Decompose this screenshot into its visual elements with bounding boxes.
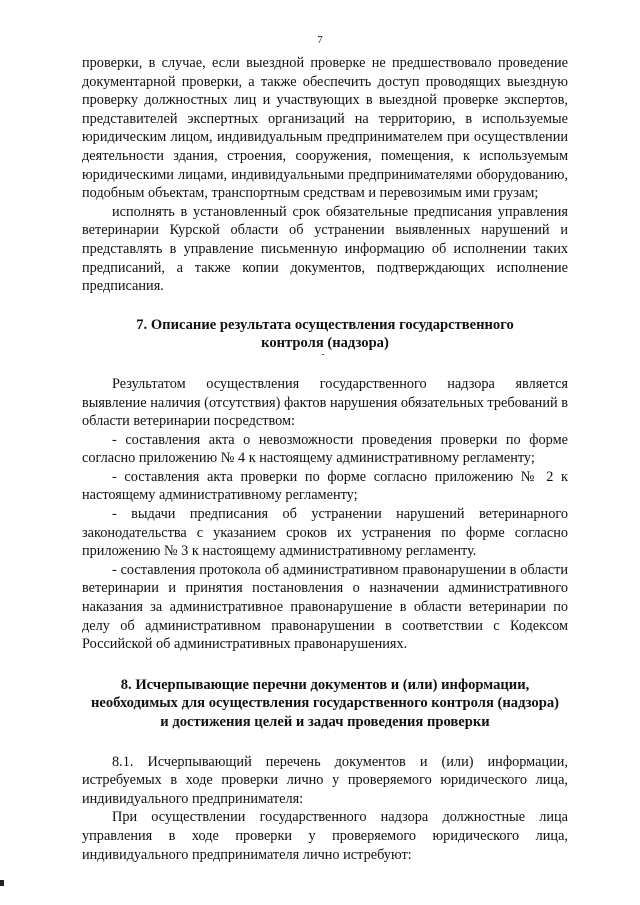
section-8-paragraph-2: При осуществлении государственного надзора должностные лица управления в ходе проверки у проверяемого юридического лица, индивидуального предпринимателя лично истребуют: bbox=[82, 809, 568, 863]
section-8-heading-line-1: 8. Исчерпывающие перечни документов и (или) информации, bbox=[120, 676, 530, 693]
section-7-paragraph-2: - составления акта о невозможности проведения проверки по форме согласно приложению № 4 к настоящему административному регламенту; bbox=[82, 431, 568, 467]
section-8-heading-line-2: необходимых для осуществления государственного контроля (надзора) bbox=[91, 695, 559, 712]
section-7-paragraph-1: Результатом осуществления государственного надзора является выявление наличия (отсутствия) фактов нарушения обязательных требований в области ветеринарии посредством: bbox=[82, 375, 568, 430]
section-7-heading bbox=[82, 316, 568, 353]
section-7-paragraph-3: - составления акта проверки по форме согласно приложению № 2 к настоящему административному регламенту; bbox=[82, 468, 568, 504]
paragraph-access: проверки, в случае, если выездной проверке не предшествовало проведение документарной проверки, а также обеспечить доступ проводящих выездную проверку должностных лиц и участвующих в выездной проверке экспертов, представителей экспертных организаций на территорию, в используемые юридическим лицом, индивидуальным предпринимателем при осуществлении деятельности здания, строения, сооружения, помещения, к используемым юридическими лицами, индивидуальными предпринимателями оборудованию, подобным объектам, транспортным средствам и перевозимым ими грузам; bbox=[82, 55, 568, 202]
document-body bbox=[82, 54, 568, 864]
section-7-paragraph-4: - выдачи предписания об устранении нарушений ветеринарного законодательства с указанием сроков их устранения по форме согласно приложению № 3 к настоящему административному регламенту. bbox=[82, 506, 568, 560]
paragraph-obligations: исполнять в установленный срок обязательные предписания управления ветеринарии Курской области об устранении выявленных нарушений и представлять в управление письменную информацию об исполнении таких предписаний, а также копии документов, подтверждающих исполнение предписания. bbox=[82, 203, 568, 295]
section-7-heading-line-2: контроля (надзора) bbox=[261, 335, 389, 352]
section-8-paragraph-1: 8.1. Исчерпывающий перечень документов и (или) информации, истребуемых в ходе проверки лично у проверяемого юридического лица, индивидуального предпринимателя: bbox=[82, 753, 568, 807]
section-8-heading bbox=[82, 676, 568, 732]
scan-speck bbox=[322, 354, 324, 355]
scan-edge-mark bbox=[0, 880, 4, 886]
section-7-heading-line-1: 7. Описание результата осуществления государственного bbox=[136, 316, 514, 333]
section-8-heading-line-3: и достижения целей и задач проведения проверки bbox=[160, 714, 490, 730]
page-number: 7 bbox=[317, 34, 323, 46]
section-7-paragraph-5: - составления протокола об административном правонарушении в области ветеринарии и принятия постановления о назначении административного наказания за административное правонарушение в области ветеринарии по делу об административном правонарушении в соответствии с Кодексом Российской об административных правонарушениях. bbox=[82, 561, 568, 653]
